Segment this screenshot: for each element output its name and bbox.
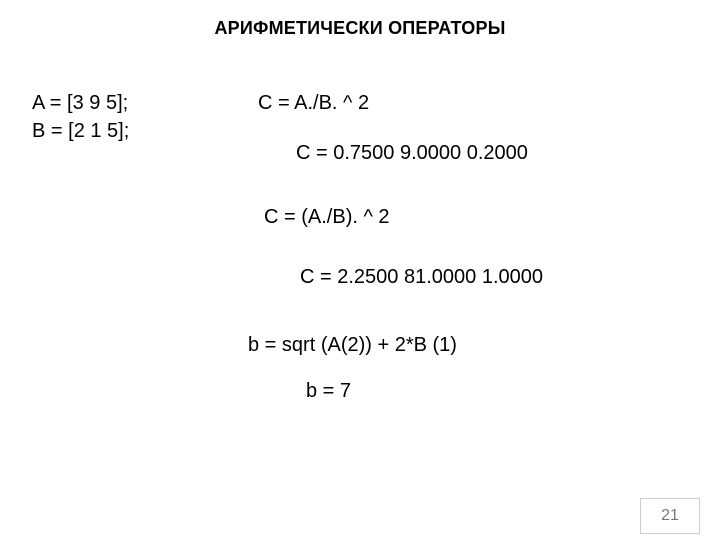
expression-grouped-division-power: C = (A./B). ^ 2 (264, 206, 390, 228)
expression-elementwise-division-power: C = A./B. ^ 2 (258, 92, 370, 114)
definition-b: B = [2 1 5]; (32, 120, 130, 142)
slide-title: АРИФМЕТИЧЕСКИ ОПЕРАТОРЫ (214, 18, 506, 38)
definition-a: A = [3 9 5]; (32, 92, 129, 114)
result-grouped-division-power: C = 2.2500 81.0000 1.0000 (300, 266, 543, 288)
page-number: 21 (640, 498, 700, 534)
expression-sqrt: b = sqrt (A(2)) + 2*B (1) (248, 334, 457, 356)
result-sqrt: b = 7 (306, 380, 352, 402)
result-elementwise-division-power: C = 0.7500 9.0000 0.2000 (296, 142, 528, 164)
